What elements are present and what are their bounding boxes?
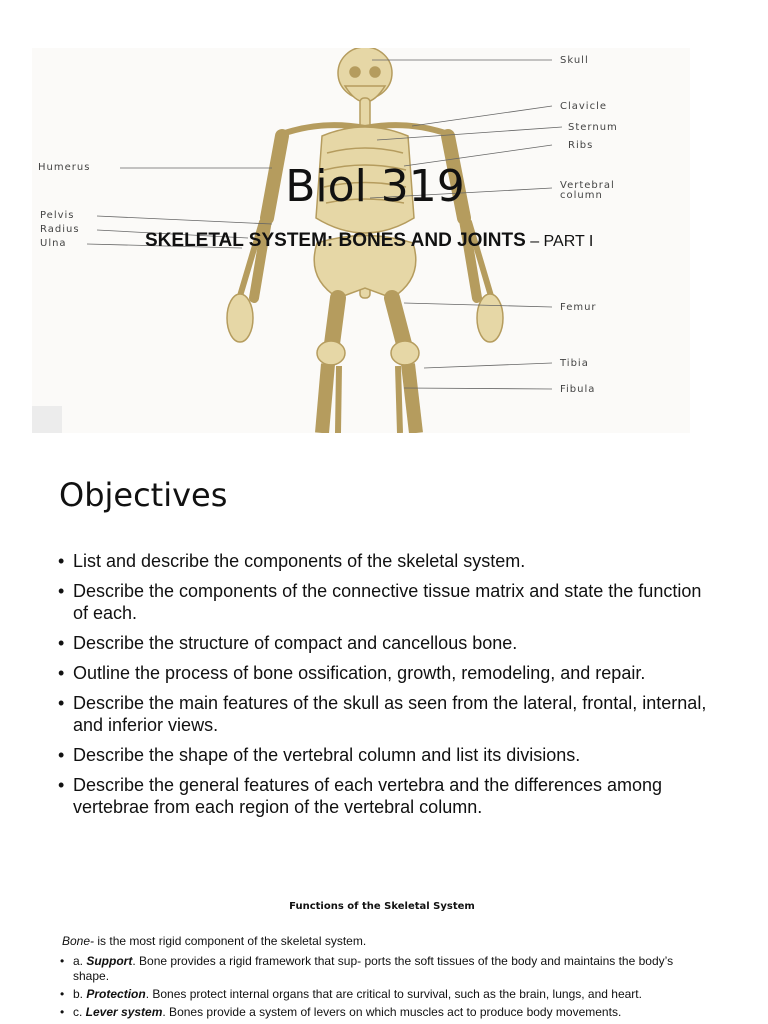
label-ribs: Ribs [568,140,594,151]
bone-definition [62,934,366,948]
label-radius: Radius [40,224,80,235]
objective-item [58,550,708,572]
objective-text: Describe the main features of the skull as seen from the lateral, frontal, internal, and inferior views. [73,693,707,735]
objective-text: Describe the general features of each vertebra and the differences among vertebrae from each region of the vertebral column. [73,775,663,817]
label-vertebral: Vertebral [560,180,615,191]
label-fibula: Fibula [560,384,596,395]
function-text: . Bones provide a system of levers on which muscles act to produce body movements. [162,1005,622,1019]
function-prefix: c. [73,1005,86,1019]
bullet-icon: • [58,633,65,653]
corner-marker [32,406,62,433]
bone-term: Bone- [62,934,95,948]
objective-text: Describe the components of the connective tissue matrix and state the function of each. [73,581,702,623]
objectives-list [58,550,708,826]
bullet-icon: • [58,663,65,683]
objective-text: Outline the process of bone ossification, growth, remodeling, and repair. [73,663,646,683]
label-clavicle: Clavicle [560,101,608,112]
slide-subtitle [145,230,593,252]
objective-item [58,632,708,654]
subtitle-part-text: – PART I [525,233,594,250]
bullet-icon: • [60,1005,65,1019]
label-sternum: Sternum [568,122,618,133]
function-term: Protection [86,987,146,1001]
subtitle-bold-text: SKELETAL SYSTEM: BONES AND JOINTS [145,230,526,251]
bullet-icon: • [60,954,65,968]
function-term: Support [86,954,133,968]
bone-definition-text: is the most rigid component of the skeletal system. [94,934,367,948]
function-item [60,987,690,1002]
function-prefix: b. [73,987,87,1001]
bullet-icon: • [58,775,65,795]
bullet-icon: • [58,581,65,601]
objective-item [58,692,708,736]
objective-text: List and describe the components of the skeletal system. [73,551,526,571]
function-text: . Bones protect internal organs that are critical to survival, such as the brain, lungs, and heart. [145,987,642,1001]
bullet-icon: • [58,693,65,713]
label-humerus: Humerus [38,162,91,173]
label-ulna: Ulna [40,238,67,249]
objectives-title: Objectives [59,476,228,514]
bullet-icon: • [58,551,65,571]
functions-heading: Functions of the Skeletal System [289,901,475,912]
objective-item [58,580,708,624]
title-slide [32,48,690,433]
objective-item [58,662,708,684]
bullet-icon: • [60,987,65,1001]
function-text: . Bone provides a rigid framework that sup- ports the soft tissues of the body and maintains the body’s shape. [73,954,674,983]
function-item [60,954,690,984]
label-skull: Skull [560,55,589,66]
function-term: Lever system [85,1005,163,1019]
slide-title: Biol 319 [285,161,465,212]
function-item [60,1005,690,1020]
bullet-icon: • [58,745,65,765]
objective-item [58,774,708,818]
label-tibia: Tibia [560,358,589,369]
label-vertebral-column: column [560,190,603,201]
objective-text: Describe the structure of compact and cancellous bone. [73,633,518,653]
function-prefix: a. [73,954,87,968]
objective-text: Describe the shape of the vertebral column and list its divisions. [73,745,581,765]
label-femur: Femur [560,302,597,313]
functions-list [60,954,690,1023]
label-pelvis: Pelvis [40,210,75,221]
objective-item [58,744,708,766]
